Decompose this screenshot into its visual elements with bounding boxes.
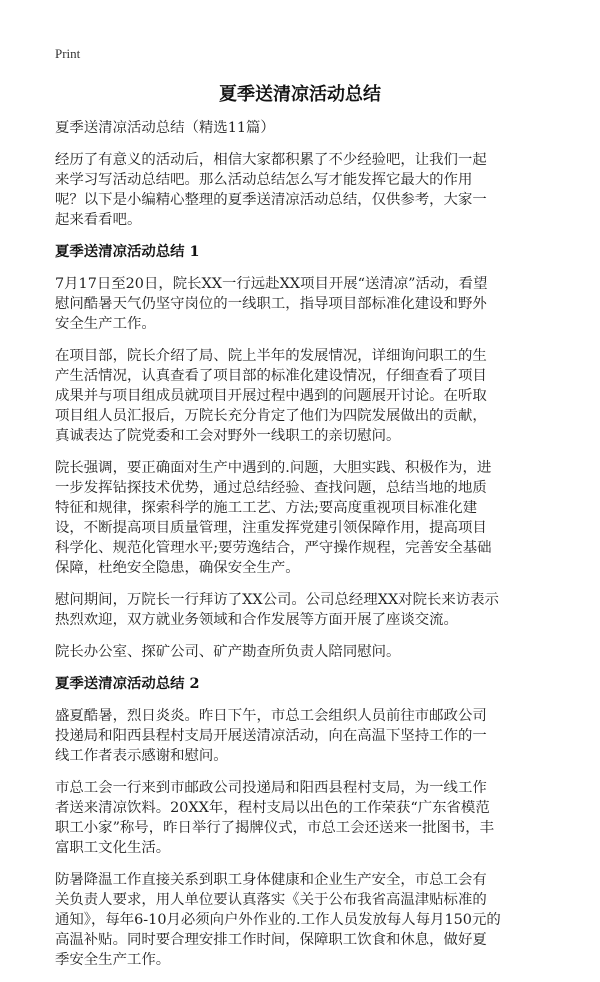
paragraph: 市总工会一行来到市邮政公司投递局和阳西县程村支局，为一线工作者送来清凉饮料。20XX年，程村支局以出色的工作荣获“广东省模范职工小家”称号，昨日举行了揭牌仪式，市总工会还送来一批图书，丰富职工文化生活。 <box>55 780 495 856</box>
page-title: 夏季送清凉活动总结 <box>219 84 381 105</box>
paragraph: 防暑降温工作直接关系到职工身体健康和企业生产安全，市总工会有关负责人要求，用人单位要认真落实《关于公布我省高温津贴标准的通知》，每年6-10月必须向户外作业的.工作人员发放每人每月150元的高温补贴。同时要合理安排工作时间，保障职工饮食和休息，做好夏季安全生产工作。 <box>55 872 501 968</box>
paragraph: 盛夏酷暑，烈日炎炎。昨日下午，市总工会组织人员前往市邮政公司投递局和阳西县程村支局开展送清凉活动，向在高温下坚持工作的一线工作者表示感谢和慰问。 <box>55 708 487 764</box>
paragraph: 在项目部，院长介绍了局、院上半年的发展情况，详细询问职工的生产生活情况，认真查看了项目部的标准化建设情况，仔细查看了项目成果并与项目组成员就项目开展过程中遇到的问题展开讨论。在听取项目组人员汇报后，万院长充分肯定了他们为四院发展做出的贡献，真诚表达了院党委和工会对野外一线职工的亲切慰问。 <box>55 348 487 444</box>
print-link[interactable]: Print <box>55 46 81 61</box>
section-heading: 夏季送清凉活动总结 2 <box>55 675 200 692</box>
paragraph: 院长强调，要正确面对生产中遇到的.问题，大胆实践、积极作为，进一步发挥钻探技术优势，通过总结经验、查找问题，总结当地的地质特征和规律，探索科学的施工工艺、方法;要高度重视项目标准化建设，不断提高项目质量管理，注重发挥党建引领保障作用，提高项目科学化、规范化管理水平;要劳逸结合，严守操作规程，完善安全基础保障，杜绝安全隐患，确保安全生产。 <box>55 460 492 576</box>
section-heading: 夏季送清凉活动总结 1 <box>55 243 200 260</box>
paragraph: 慰问期间，万院长一行拜访了XX公司。公司总经理XX对院长来访表示热烈欢迎，双方就业务领域和合作发展等方面开展了座谈交流。 <box>55 592 499 628</box>
paragraph: 院长办公室、探矿公司、矿产勘查所负责人陪同慰问。 <box>55 644 401 660</box>
intro-paragraph: 经历了有意义的活动后，相信大家都积累了不少经验吧，让我们一起来学习写活动总结吧。那么活动总结怎么写才能发挥它最大的作用呢？以下是小编精心整理的夏季送清凉活动总结，仅供参考，大家一起来看看吧。 <box>55 152 487 228</box>
paragraph: 7月17日至20日，院长XX一行远赴XX项目开展“送清凉”活动，看望慰问酷暑天气仍坚守岗位的一线职工，指导项目部标准化建设和野外安全生产工作。 <box>55 276 488 332</box>
article-body <box>55 118 501 982</box>
article-subtitle: 夏季送清凉活动总结（精选11篇） <box>55 120 275 136</box>
